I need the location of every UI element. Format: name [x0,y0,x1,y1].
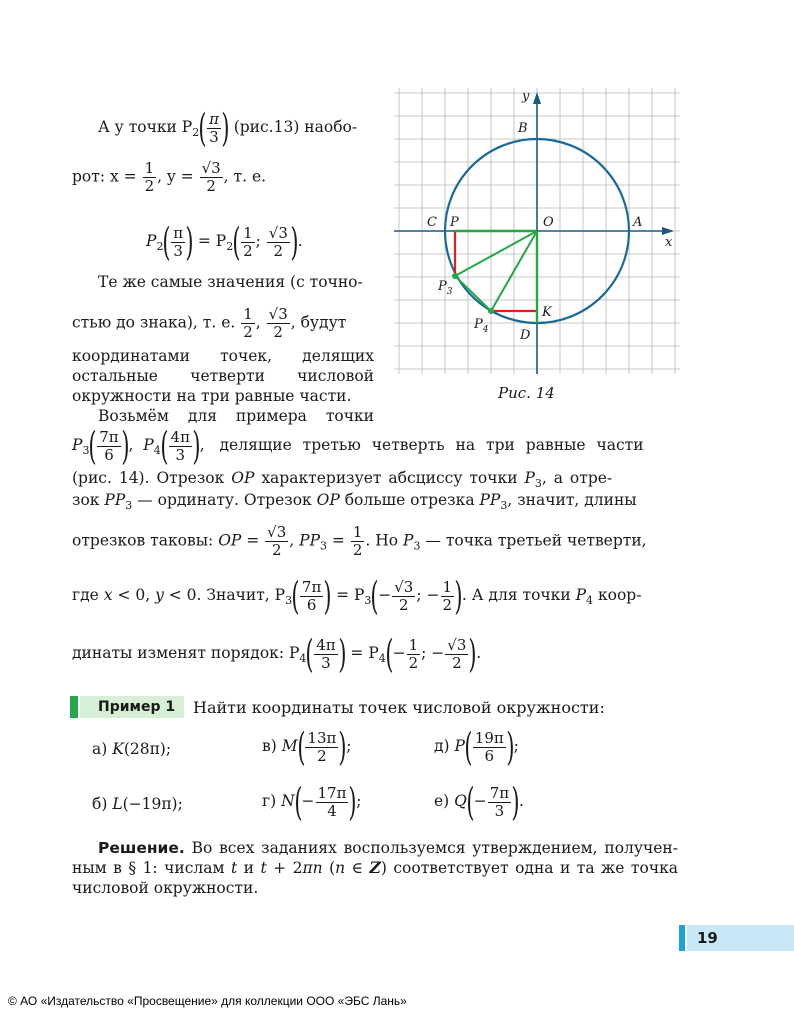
label-d: D [520,328,531,343]
label-o: O [543,215,554,230]
text-line-14: где x < 0, y < 0. Значит, $P_3$( $\frac{7\pi}{6}$ ) = $P_3(-$ $\frac{√3}{2}$ ; − $\frac{1}{2}$ ). А для точки $P_4$ коор- [72,574,642,618]
text-line-12: зок $PP_3$ — ординату. Отрезок OP больше отрезка $PP_3$, значит, длины [72,491,637,512]
text-line-15: динаты изменят порядок: $P_4$( $\frac{4\pi}{3}$ ) = $P_4(-$ $\frac{1}{2}$ ; − $\frac{√3}{2}$ ). [72,632,482,676]
label-b: B [518,121,528,136]
fraction: $\frac{√3}{2}$ [268,223,288,260]
fraction: $\frac{\pi}{3}$ [209,109,219,146]
text-line-3: $P_2$( $\frac{\pi}{3}$ ) = $P_2$( $\frac{1}{2}$ ; $\frac{√3}{2}$ ). [146,220,303,264]
task-d: д) P( $\frac{19\pi}{6}$ ); [434,725,519,769]
label-a: A [633,215,643,230]
y-axis-arrow [533,92,541,104]
x-axis-arrow [662,227,674,235]
solution-line-3: числовой окружности. [72,879,259,897]
text-line-5: стью до знака), т. е. $\frac{1}{2}$ , $\frac{√3}{2}$ , будут [72,305,347,341]
label-p: P [450,215,459,230]
page-number-marker [679,925,685,951]
example-marker [70,696,78,718]
point-p4 [488,308,494,314]
fraction: $\frac{√3}{2}$ [268,305,288,341]
example-label: Пример 1 [80,696,184,718]
solution-line-1: Решение. Во всех заданиях воспользуемся утверждением, получен- [98,839,678,857]
fraction: $\frac{1}{2}$ [243,305,253,341]
unit-circle-figure [394,88,680,374]
text-line-11: (рис. 14). Отрезок OP характеризует абсциссу точки $P_3$, а отре- [72,469,613,490]
text-line-2: рот: x = $\frac{1}{2}$ , y = $\frac{√3}{2}$ , т. е. [72,159,267,195]
task-g: г) N(− $\frac{17\pi}{4}$ ); [262,780,362,824]
label-y: y [522,89,530,104]
point-p3 [452,273,458,279]
task-b: б) L(−19π); [92,795,183,813]
copyright: © АО «Издательство «Просвещение» для коллекции ООО «ЭБС Лань» [8,994,407,1008]
text-line-13: отрезков таковы: OP = $\frac{√3}{2}$ , $PP_3$ = $\frac{1}{2}$ . Но $P_3$ — точка третьей четверти, [72,523,647,559]
task-e: е) Q(− $\frac{7\pi}{3}$ ). [434,780,524,824]
solution-line-2: ным в § 1: числам t и t + 2πn (n ∈ Z) соответствует одна и та же точка [72,858,679,877]
fraction: $\frac{4\pi}{3}$ [170,427,190,464]
fraction: $\frac{7\pi}{6}$ [99,427,119,464]
example-text: Найти координаты точек числовой окружности: [193,698,605,717]
text-line-1: А у точки $P_2$( $\frac{\pi}{3}$ ) (рис.13) наобо- [98,106,358,150]
fraction: $\frac{1}{2}$ [144,159,155,195]
label-p4: $P_4$ [474,317,489,335]
fraction: $\frac{\pi}{3}$ [173,223,184,260]
fraction: $\frac{1}{2}$ [352,523,363,559]
label-c: C [427,215,437,230]
label-x: x [665,235,673,250]
text-line-9: Возьмём для примера точки [98,407,374,425]
page-number: 19 [687,925,794,951]
task-a: а) K(28π); [92,740,172,758]
fraction: $\frac{√3}{2}$ [267,523,287,559]
text-line-6: координатами точек, делящих [72,347,374,365]
text-line-7: остальные четверти числовой [72,367,374,385]
text-line-8: окружности на три равные части. [72,387,352,405]
fraction: $\frac{1}{2}$ [243,223,253,260]
text-line-4: Те же самые значения (с точно- [98,273,363,291]
segment-p3p4 [455,276,491,311]
text-line-10: $P_3$( $\frac{7\pi}{6}$ ), $P_4$( $\frac{4\pi}{3}$ ), делящие третью четверть на три равные части [72,424,644,468]
task-v: в) M( $\frac{13\pi}{2}$ ); [262,725,352,769]
label-p3: $P_3$ [438,279,453,297]
fraction: $\frac{√3}{2}$ [201,159,221,195]
figure-caption: Рис. 14 [498,384,555,402]
label-k: K [542,305,552,320]
